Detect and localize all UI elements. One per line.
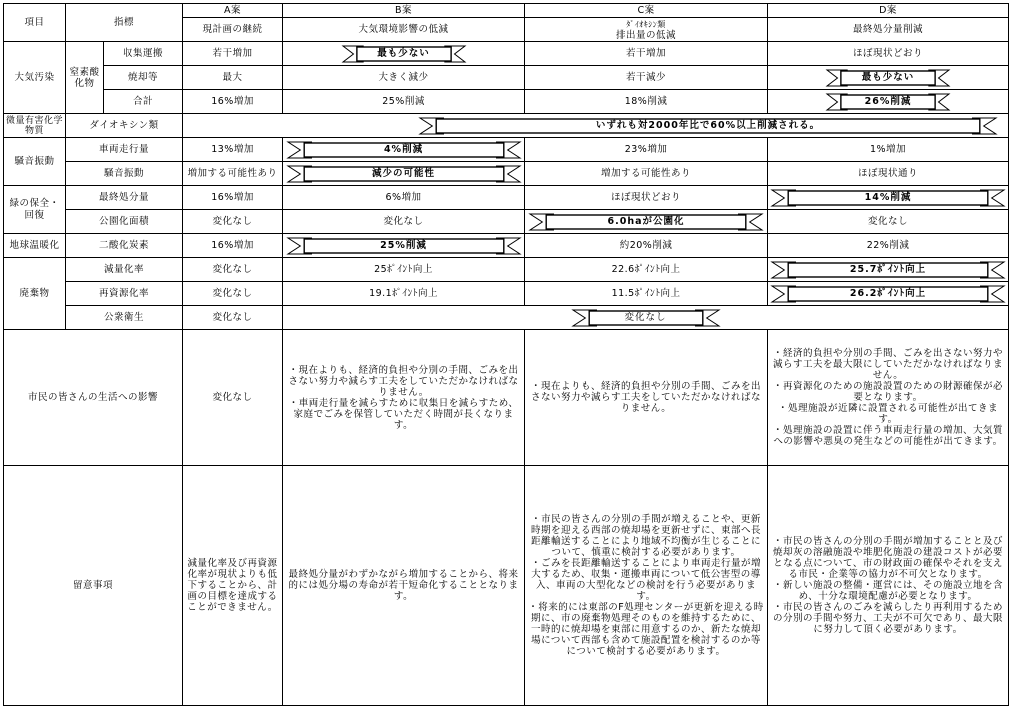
category-noise: 騒音振動 (4, 138, 66, 186)
ribbon-total-d (825, 93, 951, 111)
label-reduce: 減量化率 (66, 258, 183, 282)
final-a: 16%増加 (183, 186, 283, 210)
collect-a: 若干増加 (183, 42, 283, 66)
noise-d: ほぼ現状通り (768, 162, 1009, 186)
plan-b-name: 大気環境影響の低減 (283, 18, 525, 42)
label-final: 最終処分量 (66, 186, 183, 210)
ribbon-co2-b (286, 237, 522, 255)
collect-d: ほぼ現状どおり (768, 42, 1009, 66)
final-b: 6%増加 (283, 186, 525, 210)
label-vehicle: 車両走行量 (66, 138, 183, 162)
label-park: 公園化面積 (66, 210, 183, 234)
incinerate-c: 若干減少 (525, 66, 768, 90)
comparison-table (3, 3, 1009, 706)
vehicle-a: 13%増加 (183, 138, 283, 162)
notes-d: ・市民の皆さんの分別の手間が増加することと及び焼却灰の溶融施設や堆肥化施設の建設コストが必要となる点について、市の財政面の確保やそれを支える市民・企業等の協力が不可欠となります。 ・新しい施設の整備・運営には、その施設立地を含め、十分な環境配慮が必要となります。 ・市民の皆さんのごみを減らしたり再利用するための分別の手間や努力、工夫が不可欠であり、最大限に努力して頂く必要があります。 (768, 466, 1009, 706)
ribbon-recycle-d (770, 285, 1006, 303)
notes-c: ・市民の皆さんの分別の手間が増えることや、更新時期を迎える西部の焼却場を更新せずに、東部へ長距離輸送することにより地域不均衡が生じることについて、慎重に検討する必要があります。 ・ごみを長距離輸送することにより車両走行量が増大するため、収集・運搬車両について低公害型の導入、車両の大型化などの検討を行う必要があります。 ・将来的には東部のF処理センターが更新を迎える時期に、市の廃棄物処理そのものを維持するために、一時的に焼却場を東部に用意するのか、新たな焼却場について西部も含めて施設配置を検討するのか等について検討する必要があります。 (525, 466, 768, 706)
header-plan-a: A案 (183, 4, 283, 18)
co2-c: 約20%削減 (525, 234, 768, 258)
ribbon-park-c (528, 213, 764, 231)
recycle-d (768, 282, 1009, 306)
notes-a: 減量化率及び再資源化率が現状よりも低下することから、計画の目標を達成することができません。 (183, 466, 283, 706)
plan-d-name: 最終処分量削減 (768, 18, 1009, 42)
category-warming: 地球温暖化 (4, 234, 66, 258)
ribbon-text: 最も少ない (377, 48, 430, 59)
header-plan-c: C案 (525, 4, 768, 18)
total-c: 18%削減 (525, 90, 768, 114)
notes-b: 最終処分量がわずかながら増加することから、将来的には処分場の寿命が若干短命化することとなります。 (283, 466, 525, 706)
plan-a-name: 現計画の継続 (183, 18, 283, 42)
recycle-c: 11.5ﾎﾟｲﾝﾄ向上 (525, 282, 768, 306)
label-total: 合計 (104, 90, 183, 114)
reduce-b: 25ﾎﾟｲﾝﾄ向上 (283, 258, 525, 282)
vehicle-d: 1%増加 (768, 138, 1009, 162)
life-d: ・経済的負担や分別の手間、ごみを出さない努力や減らす工夫を最大限にしていただかなければなりません。 ・再資源化のための施設設置のための財源確保が必要となります。 ・処理施設が近隣に設置される可能性が出てきます。 ・処理施設の設置に伴う車両走行量の増加、大気質への影響や悪臭の発生などの可能性が出てきます。 (768, 330, 1009, 466)
reduce-d (768, 258, 1009, 282)
ribbon-collect-b (341, 45, 467, 63)
hygiene-a: 変化なし (183, 306, 283, 330)
ribbon-hygiene (571, 309, 721, 327)
ribbon-noise-b (286, 165, 522, 183)
label-incinerate: 焼却等 (104, 66, 183, 90)
category-life: 市民の皆さんの生活への影響 (4, 330, 183, 466)
incinerate-d (768, 66, 1009, 90)
vehicle-b (283, 138, 525, 162)
total-a: 16%増加 (183, 90, 283, 114)
category-dioxin: 微量有害化学物質 (4, 114, 66, 138)
life-b: ・現在よりも、経済的負担や分別の手間、ごみを出さない努力や減らす工夫をしていただかなければなりません。 ・車両走行量を減らすために収集日を減らすため、家庭でごみを保管していただく時間が長くなります。 (283, 330, 525, 466)
ribbon-text: 6.0haが公園化 (607, 216, 685, 227)
label-co2: 二酸化炭素 (66, 234, 183, 258)
ribbon-text: 25%削減 (380, 240, 427, 251)
sub-nox: 窒素酸化物 (66, 42, 104, 114)
noise-a: 増加する可能性あり (183, 162, 283, 186)
reduce-c: 22.6ﾎﾟｲﾝﾄ向上 (525, 258, 768, 282)
final-c: ほぼ現状どおり (525, 186, 768, 210)
ribbon-vehicle-b (286, 141, 522, 159)
plan-c-name (525, 18, 768, 42)
category-green: 緑の保全・回復 (4, 186, 66, 234)
noise-b (283, 162, 525, 186)
plan-c-name-line2: 排出量の低減 (616, 29, 677, 41)
category-air: 大気汚染 (4, 42, 66, 114)
vehicle-c: 23%増加 (525, 138, 768, 162)
reduce-a: 変化なし (183, 258, 283, 282)
ribbon-text: いずれも対2000年比で60%以上削減される。 (595, 120, 821, 131)
ribbon-text: 変化なし (624, 312, 667, 323)
recycle-a: 変化なし (183, 282, 283, 306)
ribbon-incinerate-d (825, 69, 951, 87)
label-dioxin: ダイオキシン類 (66, 114, 183, 138)
co2-b (283, 234, 525, 258)
label-noise: 騒音振動 (66, 162, 183, 186)
category-waste: 廃棄物 (4, 258, 66, 330)
noise-c: 増加する可能性あり (525, 162, 768, 186)
ribbon-text: 減少の可能性 (372, 168, 436, 179)
co2-d: 22%削減 (768, 234, 1009, 258)
recycle-b: 19.1ﾎﾟｲﾝﾄ向上 (283, 282, 525, 306)
park-d: 変化なし (768, 210, 1009, 234)
park-b: 変化なし (283, 210, 525, 234)
header-plan-d: D案 (768, 4, 1009, 18)
total-d (768, 90, 1009, 114)
collect-c: 若干増加 (525, 42, 768, 66)
ribbon-text: 最も少ない (861, 72, 915, 83)
label-hygiene: 公衆衛生 (66, 306, 183, 330)
life-a: 変化なし (183, 330, 283, 466)
header-indicator: 指標 (66, 4, 183, 42)
ribbon-text: 26%削減 (864, 96, 912, 107)
plan-c-name-line1: ﾀﾞｲｵｷｼﾝ類 (626, 19, 666, 29)
total-b: 25%削減 (283, 90, 525, 114)
header-plan-b: B案 (283, 4, 525, 18)
incinerate-b: 大きく減少 (283, 66, 525, 90)
collect-b (283, 42, 525, 66)
ribbon-text: 26.2ﾎﾟｲﾝﾄ向上 (849, 288, 927, 299)
co2-a: 16%増加 (183, 234, 283, 258)
park-a: 変化なし (183, 210, 283, 234)
label-collect: 収集運搬 (104, 42, 183, 66)
ribbon-text: 4%削減 (383, 144, 424, 155)
label-recycle: 再資源化率 (66, 282, 183, 306)
ribbon-reduce-d (770, 261, 1006, 279)
incinerate-a: 最大 (183, 66, 283, 90)
header-item: 項目 (4, 4, 66, 42)
dioxin-all (183, 114, 1009, 138)
category-notes: 留意事項 (4, 466, 183, 706)
ribbon-final-d (770, 189, 1006, 207)
ribbon-dioxin (418, 117, 998, 135)
life-c: ・現在よりも、経済的負担や分別の手間、ごみを出さない努力や減らす工夫をしていただかなければなりません。 (525, 330, 768, 466)
final-d (768, 186, 1009, 210)
park-c (525, 210, 768, 234)
ribbon-text: 25.7ﾎﾟｲﾝﾄ向上 (849, 264, 927, 275)
ribbon-text: 14%削減 (864, 192, 912, 203)
hygiene-bcd (283, 306, 1009, 330)
